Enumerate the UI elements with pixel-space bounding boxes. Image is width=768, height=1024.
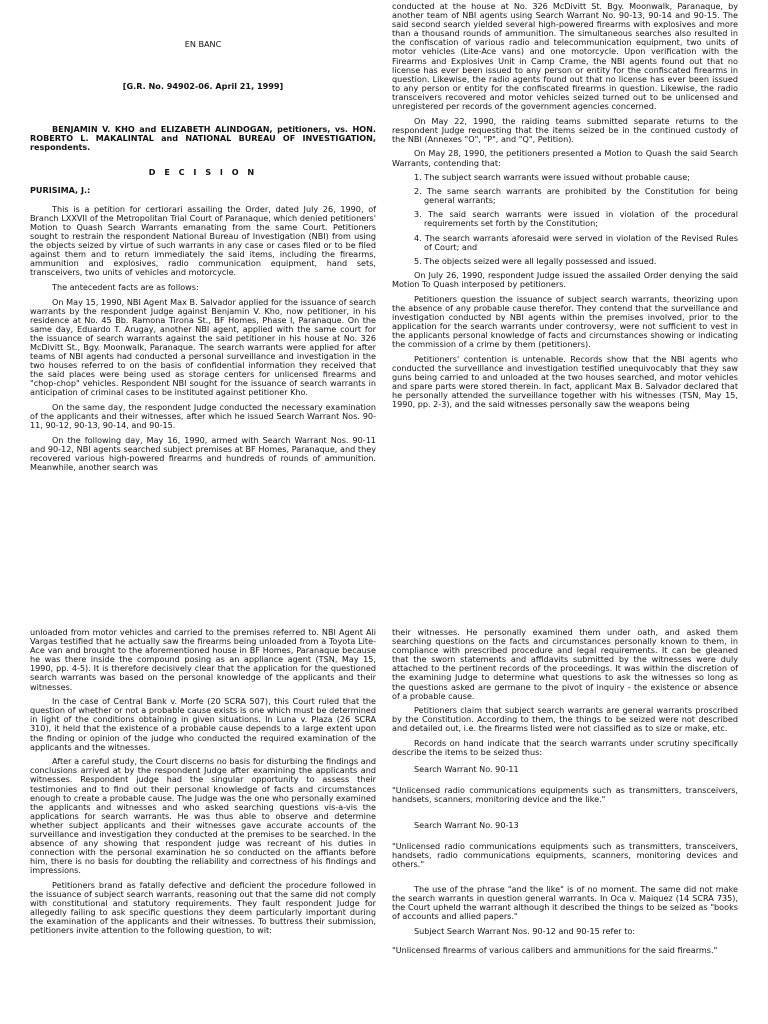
list-item: 4. The search warrants aforesaid were served in violation of the Revised Rules of Court; and: [414, 232, 738, 252]
page2-right-column: [392, 628, 738, 971]
document-page-2: [0, 512, 768, 1024]
list-item: 1. The subject search warrants were issued without probable cause;: [414, 172, 690, 183]
decision-heading: D E C I S I O N: [148, 167, 258, 178]
search-warrant-items: "Unlicensed firearms of various calibers and ammunitions for the said firearms.": [392, 944, 718, 955]
search-warrant-label: Search Warrant No. 90-11: [414, 764, 519, 775]
paragraph: Petitioners claim that subject search warrants are general warrants proscribed by the Constitution. According to them, the things to be seized were not described and detailed out, i.e. the firearms listed were not classified as to size or make, etc.: [392, 705, 738, 734]
search-warrant-label: Search Warrant No. 90-13: [414, 819, 519, 830]
paragraph: The use of the phrase "and the like" is of no moment. The same did not make the search warrants in question general warrants. In Oca v. Maiquez (14 SCRA 735), the Court upheld the warrant although it described the things to be seized as "books of accounts and allied papers.": [392, 883, 738, 922]
paragraph: On May 28, 1990, the petitioners presented a Motion to Quash the said Search Warrants, contending that:: [392, 148, 738, 168]
paragraph: On May 15, 1990, NBI Agent Max B. Salvador applied for the issuance of search warrants by the respondent Judge against Benjamin V. Kho, now petitioner, in his residence at No. 45 Bb. Ramona Tirona St., BF Homes, Phase I, Paranaque. On the same day, Eduardo T. Arugay, another NBI agent, applied with the same court for the issuance of search warrants against the said petitioner in his house at No. 326 McDivitt St., Bgy. Moonwalk, Paranaque. The search warrants were applied for after teams of NBI agents had conducted a personal surveillance and investigation in the two houses referred to on the basis of confidential information they received that the said places were being used as storage centers for unlicensed firearms and "chop-chop" vehicles. Respondent NBI sought for the issuance of search warrants in anticipation of criminal cases to be instituted against petitioner Kho.: [30, 296, 376, 398]
ponente: PURISIMA, J.:: [30, 184, 91, 195]
case-parties: BENJAMIN V. KHO and ELIZABETH ALINDOGAN, petitioners, vs. HON. ROBERTO L. MAKALINTAL and NATIONAL BUREAU OF INVESTIGATION, respondents.: [30, 124, 376, 153]
paragraph: The antecedent facts are as follows:: [52, 281, 199, 292]
page1-right-column: [392, 2, 738, 415]
paragraph: their witnesses. He personally examined them under oath, and asked them searching questions on the facts and circumstances personally known to them, in compliance with prescribed procedure and legal requirements. It can be gleaned that the sworn statements and affidavits submitted by the witnesses were duly attached to the pertinent records of the proceedings. It was within the discretion of the examining Judge to determine what questions to ask the witnesses so long as the questions asked are germane to the pivot of inquiry - the existence or absence of a probable cause.: [392, 627, 738, 701]
paragraph: On July 26, 1990, respondent Judge issued the assailed Order denying the said Motion To Quash interposed by petitioners.: [392, 269, 738, 289]
paragraph: conducted at the house at No. 326 McDivitt St. Bgy. Moonwalk, Paranaque, by another team of NBI agents using Search Warrant No. 90-13, 90-14 and 90-15. The said second search yielded several high-powered firearms with explosives and more than a thousand rounds of ammunition. The simultaneous searches also resulted in the confiscation of various radio and telecommunication equipment, two units of motor vehicles (Lite-Ace vans) and one motorcycle. Upon verification with the Firearms and Explosives Unit in Camp Crame, the NBI agents found out that no license has ever been issued to any person or entity for the confiscated firearms in question. Likewise, the radio agents found out that no license has ever been issued to any person or entity for the confiscated firearms in question. Likewise, the radio transceivers recovered and motor vehicles seized turned out to be unlicensed and unregistered per records of the government agencies concerned.: [392, 1, 738, 112]
search-warrant-items: "Unlicensed radio communications equipments such as transmitters, transceivers, handsets, radio communications equipments, scanners, monitoring devices and others.": [392, 840, 738, 869]
paragraph: On the same day, the respondent Judge conducted the necessary examination of the applicants and their witnesses, after which he issued Search Warrant Nos. 90-11, 90-12, 90-13, 90-14, and 90-15.: [30, 402, 376, 431]
page2-left-column: [30, 628, 376, 941]
search-warrant-label: Subject Search Warrant Nos. 90-12 and 90-15 refer to:: [414, 925, 636, 936]
en-banc-heading: EN BANC: [184, 39, 222, 49]
paragraph: In the case of Central Bank v. Morfe (20 SCRA 507), this Court ruled that the question of whether or not a probable cause exists is one which must be determined in light of the conditions obtaining in given situations. In Luna v. Plaza (26 SCRA 310), it held that the existence of a probable cause depends to a large extent upon the finding or opinion of the judge who conducted the required examination of the applicants and the witnesses.: [30, 696, 376, 752]
paragraph: After a careful study, the Court discerns no basis for disturbing the findings and conclusions arrived at by the respondent Judge after examining the applicants and witnesses. Respondent judge had the singular opportunity to assess their testimonies and to find out their personal knowledge of facts and circumstances enough to create a probable cause. The Judge was the one who personally examined the applicants and witnesses and who asked searching questions vis-a-vis the applications for search warrants. He was thus able to observe and determine whether subject applicants and their witnesses gave accurate accounts of the surveillance and investigation they conducted at the premises to be searched. In the absence of any showing that respondent judge was recreant of his duties in connection with the personal examination he so conducted on the affiants before him, there is no basis for doubting the reliability and correctness of his findings and impressions.: [30, 756, 376, 876]
paragraph: Records on hand indicate that the search warrants under scrutiny specifically describe the items to be seized thus:: [392, 738, 738, 758]
paragraph: Petitioners question the issuance of subject search warrants, theorizing upon the absence of any probable cause therefor. They contend that the surveillance and investigation conducted by NBI agents within the premises involved, prior to the application for the search warrants under controversy, were not sufficient to vest in the applicants personal knowledge of facts and circumstances showing or indicating the commission of a crime by them (petitioners).: [392, 293, 738, 349]
list-item: 5. The objects seized were all legally possessed and issued.: [414, 255, 657, 266]
paragraph: On the following day, May 16, 1990, armed with Search Warrant Nos. 90-11 and 90-12, NBI agents searched subject premises at BF Homes, Paranaque, and they recovered various high-powered firearms and hundreds of rounds of ammunition. Meanwhile, another search was: [30, 434, 376, 473]
paragraph: Petitioners brand as fatally defective and deficient the procedure followed in the issuance of subject search warrants, reasoning out that the same did not comply with constitutional and statutory requirements. They fault respondent Judge for allegedly failing to ask specific questions they deem particularly important during the examination of the applicants and their witnesses. To buttress their submission, petitioners invite attention to the following question, to wit:: [30, 879, 376, 936]
paragraph: Petitioners' contention is untenable. Records show that the NBI agents who conducted the surveillance and investigation testified unequivocably that they saw guns being carried to and unloaded at the two houses searched, and motor vehicles and spare parts were stored therein. In fact, applicant Max B. Salvador declared that he personally attended the surveillance together with his witnesses (TSN, May 15, 1990, pp. 2-3), and the said witnesses personally saw the weapons being: [392, 353, 738, 410]
paragraph: On May 22, 1990, the raiding teams submitted separate returns to the respondent Judge requesting that the items seized be in the continued custody of the NBI (Annexes "O", "P", and "Q", Petition).: [392, 115, 738, 144]
case-number: [G.R. No. 94902-06. April 21, 1999]: [122, 81, 284, 92]
paragraph: This is a petition for certiorari assailing the Order, dated July 26, 1990, of Branch LXXVII of the Metropolitan Trial Court of Paranaque, which denied petitioners' Motion to Quash Search Warrants emanating from the same Court. Petitioners sought to restrain the respondent National Bureau of Investigation (NBI) from using the objects seized by virtue of such warrants in any case or cases filed or to be filed against them and to return immediately the said items, including the firearms, ammunition and explosives, radio communication equipment, hand sets, transceivers, two units of vehicles and motorcycle.: [30, 203, 376, 278]
paragraph: unloaded from motor vehicles and carried to the premises referred to. NBI Agent Ali Vargas testified that he actually saw the firearms being unloaded from a Toyota Lite-Ace van and brought to the aforementioned house in BF Homes, Paranaque because he was there inside the compound posing as an appliance agent (TSN, May 15, 1990, pp. 4-5). It is therefore decisively clear that the application for the questioned search warrants was based on the personal knowledge of the applicants and their witnesses.: [30, 627, 376, 692]
search-warrant-items: "Unlicensed radio communications equipments such as transmitters, transceivers, handsets, scanners, monitoring device and the like.": [392, 785, 738, 805]
list-item: 2. The same search warrants are prohibited by the Constitution for being general warrants;: [414, 186, 738, 206]
list-item: 3. The said search warrants were issued in violation of the procedural requirements set forth by the Constitution;: [414, 209, 738, 229]
motion-grounds-list: [392, 173, 738, 266]
page1-left-column: [30, 40, 376, 478]
